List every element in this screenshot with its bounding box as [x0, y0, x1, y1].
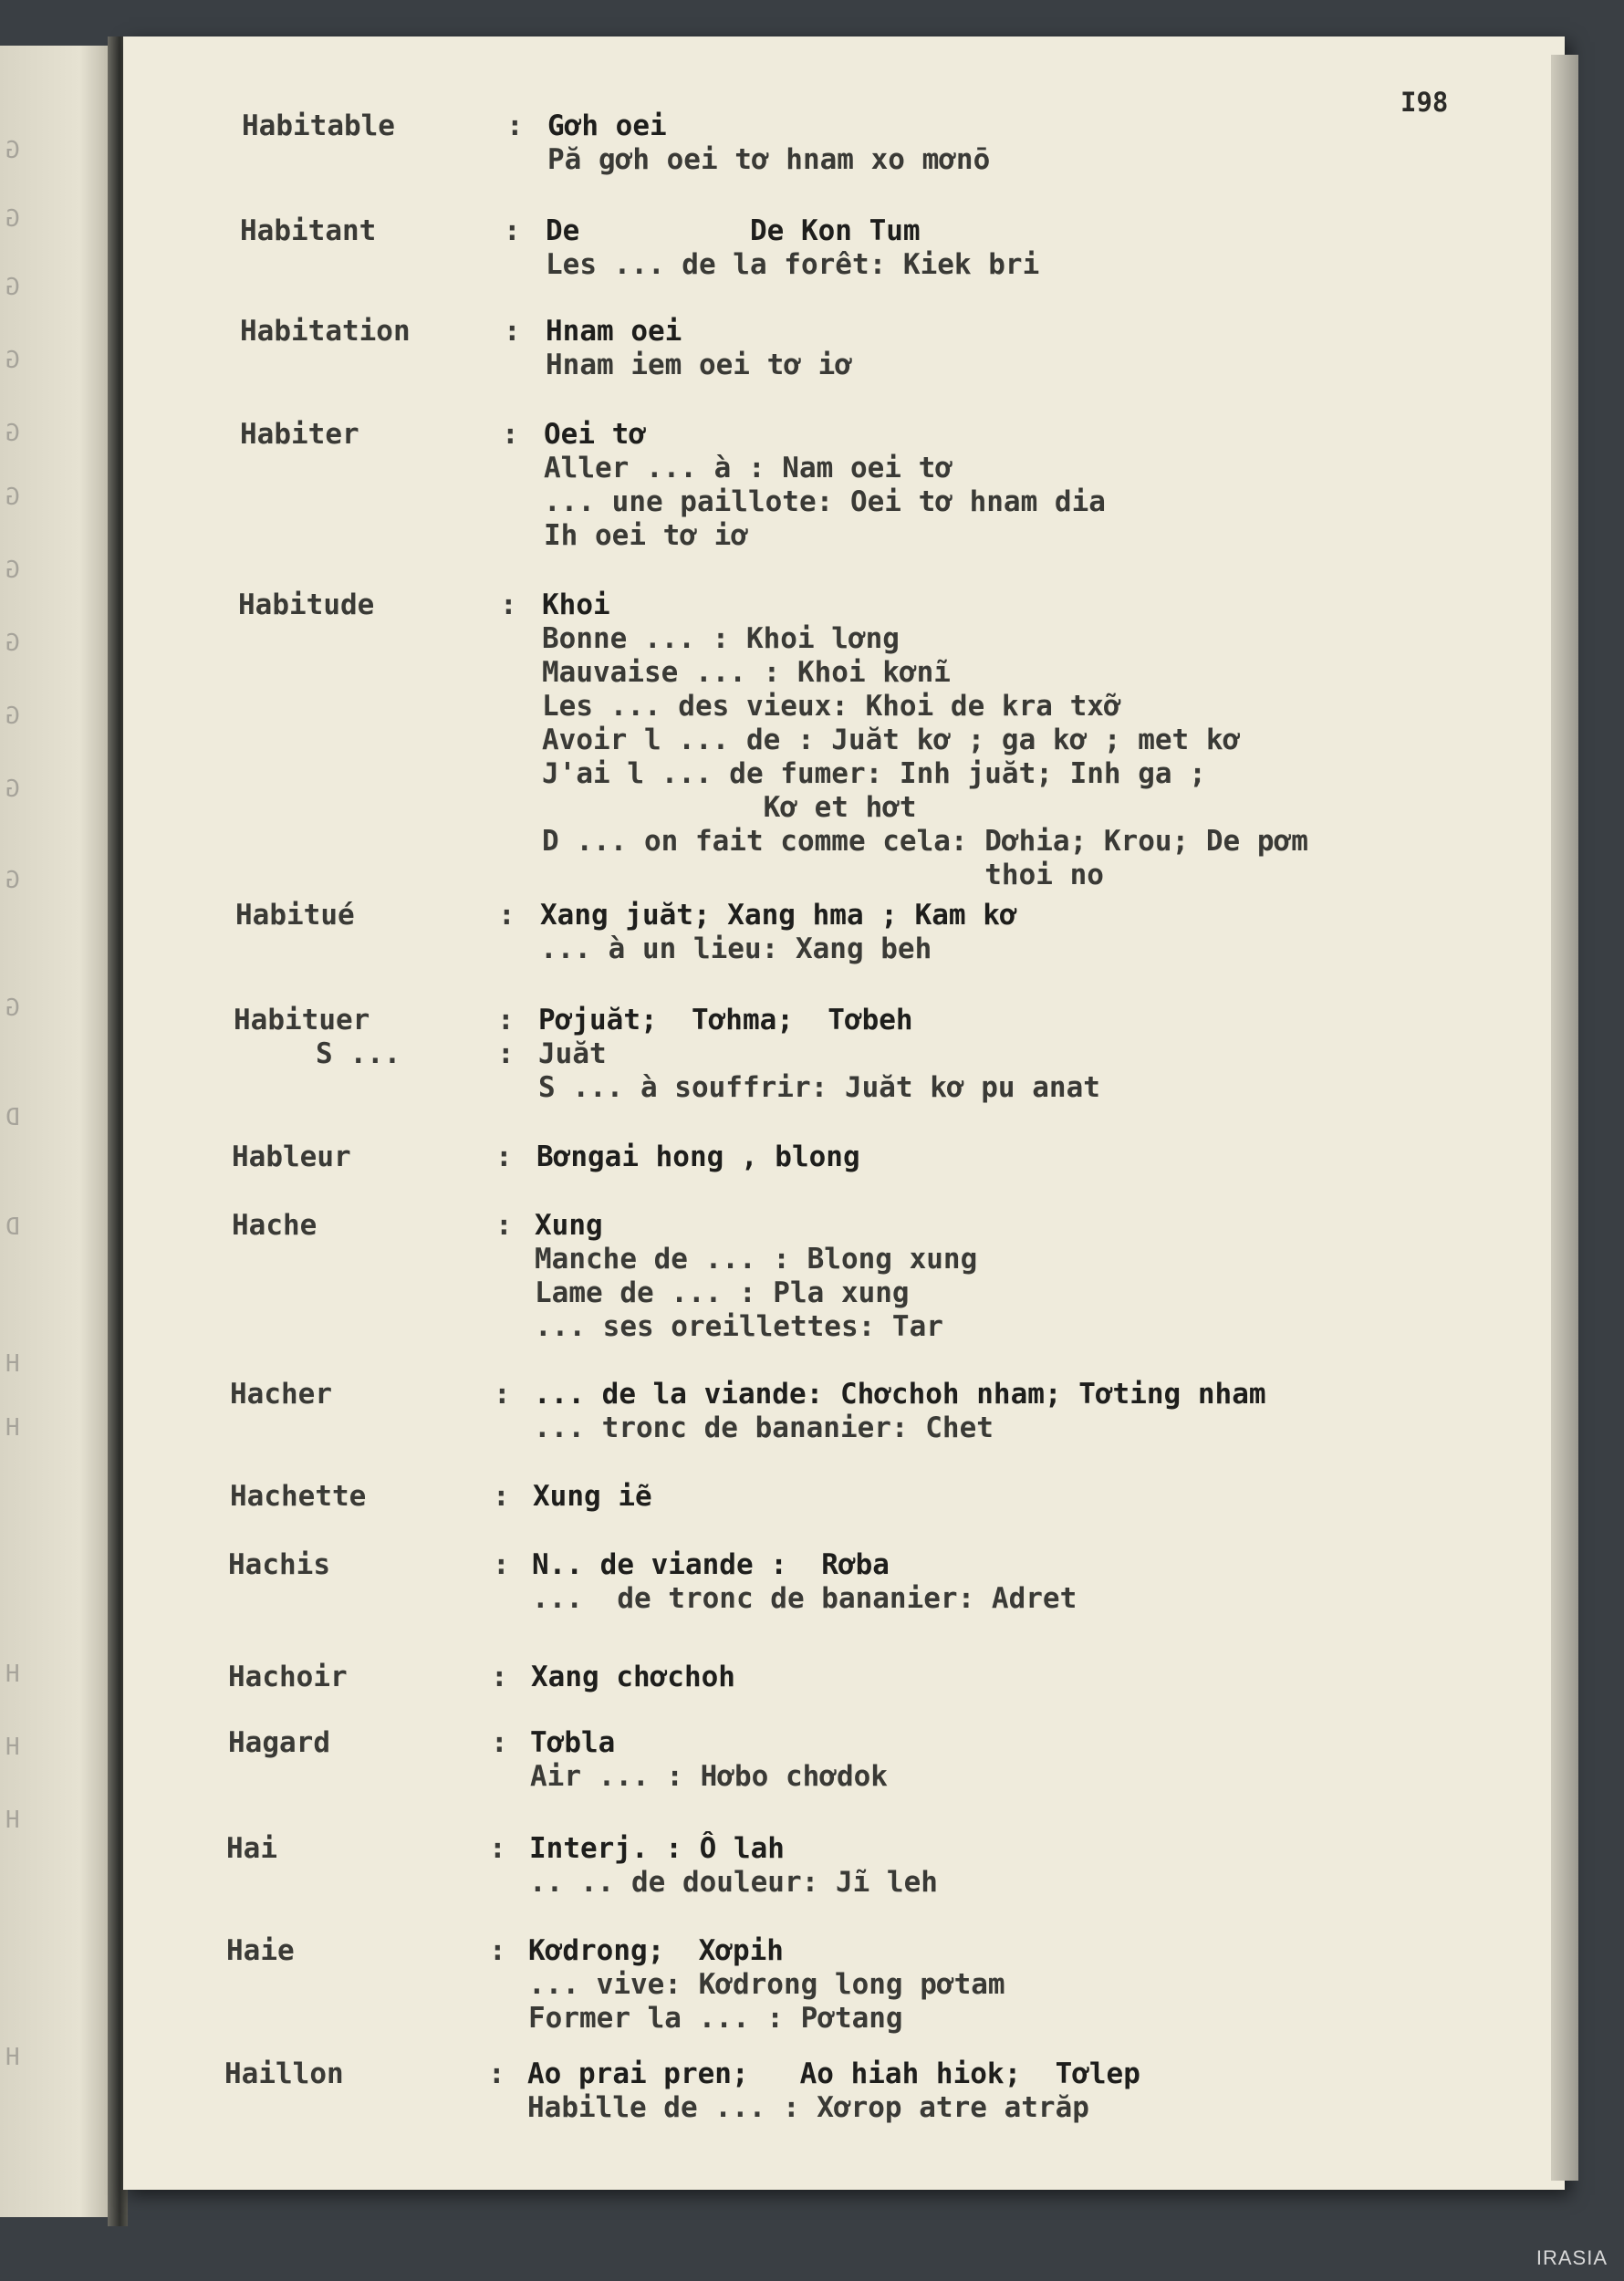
entry-line: Gơh oei: [547, 109, 667, 142]
entry-colon: :: [506, 109, 524, 142]
entry-line: .. .. de douleur: Jĩ leh: [529, 1866, 938, 1899]
entry-line: S ... à souffrir: Juăt kơ pu anat: [538, 1071, 1100, 1104]
entry-line: Pơjuăt; Tơhma; Tơbeh: [538, 1004, 913, 1036]
entry-line: Xang chơchoh: [531, 1661, 735, 1693]
entry-line: Hnam oei: [546, 315, 682, 348]
entry-line: Les ... de la forêt: Kiek bri: [546, 248, 1040, 281]
entry-headword: Habitude: [238, 588, 375, 621]
entry-line: Bonne ... : Khoi lơng: [542, 622, 900, 655]
entry-line: ... une paillote: Oei tơ hnam dia: [544, 485, 1106, 518]
entry-colon: :: [488, 2057, 505, 2090]
entry-headword: Habiter: [240, 418, 359, 451]
entry-headword: Hachette: [230, 1480, 367, 1513]
entry-line: Les ... des vieux: Khoi de kra txỡ: [542, 690, 1121, 723]
entry-headword: Habitué: [235, 899, 355, 932]
entry-line: Mauvaise ... : Khoi kơnĩ: [542, 656, 951, 689]
entry-colon: :: [504, 315, 521, 348]
entry-headword: Hache: [232, 1209, 318, 1242]
entry-line: ... à un lieu: Xang beh: [540, 932, 932, 965]
entry-colon: :: [498, 899, 515, 932]
entry-colon: :: [495, 1140, 513, 1173]
entry-colon: :: [497, 1037, 515, 1070]
entry-line: Manche de ... : Blong xung: [535, 1243, 978, 1276]
entry-colon: :: [504, 214, 521, 247]
entry-line: Kơdrong; Xơpih: [528, 1934, 784, 1967]
entry-line: Juăt: [538, 1037, 607, 1070]
entry-colon: :: [494, 1378, 511, 1411]
entry-headword: Hableur: [232, 1140, 351, 1173]
entry-line: Xung iẽ: [533, 1480, 652, 1513]
entry-headword: Habitable: [242, 109, 395, 142]
entry-colon: :: [489, 1832, 506, 1865]
entry-line: Ao prai pren; Ao hiah hiok; Tơlep: [527, 2057, 1140, 2090]
entry-line: Ih oei tơ iơ: [544, 519, 748, 552]
entry-headword: Hagard: [228, 1726, 330, 1759]
entry-line: thoi no: [542, 859, 1104, 891]
entry-colon: :: [489, 1934, 506, 1967]
entry-line: De De Kon Tum: [546, 214, 921, 247]
entry-colon: :: [502, 418, 519, 451]
entry-headword: Habitation: [240, 315, 411, 348]
entry-line: Hnam iem oei tơ iơ: [546, 349, 852, 381]
entry-headword: Hacher: [230, 1378, 332, 1411]
entry-line: ... tronc de bananier: Chet: [534, 1411, 994, 1444]
entry-colon: :: [497, 1004, 515, 1036]
entry-line: Aller ... à : Nam oei tơ: [544, 452, 953, 484]
entry-headword: Habituer: [234, 1004, 370, 1036]
entry-line: Pă gơh oei tơ hnam xo mơnō: [547, 143, 991, 176]
entry-line: Habille de ... : Xơrop atre atrăp: [527, 2091, 1089, 2124]
entry-line: Xang juăt; Xang hma ; Kam kơ: [540, 899, 1017, 932]
entry-line: Oei tơ: [544, 418, 646, 451]
entry-sub-headword: S ...: [316, 1037, 401, 1070]
entry-headword: Hachoir: [228, 1661, 348, 1693]
entry-line: ... vive: Kơdrong long pơtam: [528, 1968, 1005, 2001]
entry-headword: Hai: [226, 1832, 277, 1865]
entry-colon: :: [491, 1726, 508, 1759]
watermark: IRASIA: [1536, 2246, 1608, 2269]
entry-headword: Habitant: [240, 214, 377, 247]
entry-line: Avoir l ... de : Juăt kơ ; ga kơ ; met kơ: [542, 724, 1241, 756]
entry-headword: Hachis: [228, 1548, 330, 1581]
entry-line: N.. de viande : Rơba: [532, 1548, 890, 1581]
entry-line: J'ai l ... de fumer: Inh juăt; Inh ga ;: [542, 757, 1206, 790]
entry-colon: :: [495, 1209, 513, 1242]
entry-line: ... de la viande: Chơchoh nham; Tơting nham: [534, 1378, 1266, 1411]
entry-colon: :: [493, 1548, 510, 1581]
entry-line: Interj. : Ô lah: [529, 1832, 785, 1865]
entry-line: ... de tronc de bananier: Adret: [532, 1582, 1077, 1615]
entry-line: Lame de ... : Pla xung: [535, 1276, 910, 1309]
previous-page-edge: G G G G G G G G G G G G D D H H H H H H: [0, 46, 114, 2217]
entry-line: Former la ... : Pơtang: [528, 2002, 903, 2035]
entry-line: Khoi: [542, 588, 610, 621]
entry-line: Bơngai hong , blong: [536, 1140, 860, 1173]
entry-headword: Haie: [226, 1934, 295, 1967]
entry-line: ... ses oreillettes: Tar: [535, 1310, 943, 1343]
entry-colon: :: [493, 1480, 510, 1513]
entry-line: D ... on fait comme cela: Dơhia; Krou; De pơm: [542, 825, 1308, 858]
entry-colon: :: [500, 588, 517, 621]
page-number: I98: [1400, 87, 1449, 118]
entry-headword: Haillon: [224, 2057, 344, 2090]
entry-colon: :: [491, 1661, 508, 1693]
entry-line: Xung: [535, 1209, 603, 1242]
entry-line: Kơ et hơt: [542, 791, 917, 824]
entry-line: Tơbla: [530, 1726, 616, 1759]
entry-line: Air ... : Hơbo chơdok: [530, 1760, 888, 1793]
